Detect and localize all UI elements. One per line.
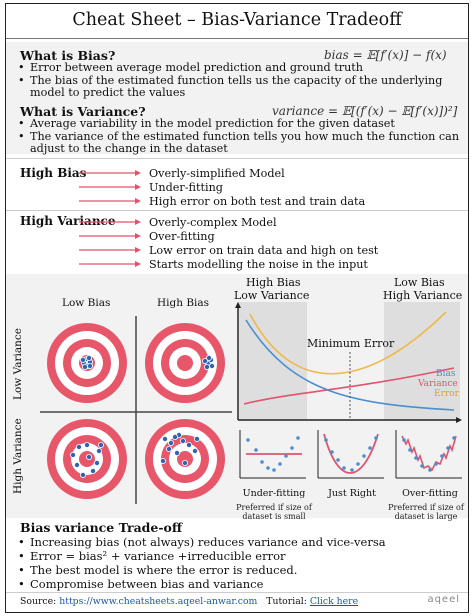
target-shot [87,363,92,368]
chart-left-top-label: High Bias [246,276,301,289]
arrow-icon [79,246,141,254]
target-board [47,323,127,403]
arrow-icon [79,218,141,226]
arrow-icon [79,232,141,240]
source-line: Source: https://www.cheatsheets.aqeel-anwar.com Tutorial: Click here [20,596,359,607]
target-board [47,419,127,499]
brand-logo: aqeel [427,594,460,605]
source-link[interactable]: https://www.cheatsheets.aqeel-anwar.com [59,596,258,607]
high-bias-label: High Bias [20,166,87,180]
underfit-panel [240,430,306,478]
target-shot [70,452,75,457]
high-bias-item: Under-fitting [79,180,223,194]
target-shot [172,434,177,439]
variance-formula: variance = 𝔼[(f′(x) − 𝔼[f′(x)])²] [272,104,458,118]
list-item: • The variance of the estimated function tells you how much the function can adjust to the change in the dataset [16,131,462,156]
bias-bullets [16,62,462,100]
list-item: • Compromise between bias and variance [16,577,462,591]
page-title: Cheat Sheet – Bias-Variance Tradeoff [72,10,402,30]
target-shot [76,444,81,449]
list-item: • Error = bias² + variance +irreducible error [16,549,462,563]
fit-examples [236,426,464,486]
target-shot [80,472,85,477]
target-board [145,323,225,403]
high-variance-item: Starts modelling the noise in the input [79,257,368,271]
high-variance-item: Over-fitting [79,229,215,243]
variance-bullets [16,118,462,156]
justright-panel [318,430,384,478]
chart-left-bottom-label: Low Variance [234,289,310,302]
bias-heading: What is Bias? [20,48,116,63]
targets-figure [40,316,232,504]
summary-heading: Bias variance Trade-off [20,520,183,535]
target-shot [162,436,167,441]
legend-error: Error [434,389,459,399]
target-shot [202,358,207,363]
target-shot [194,436,199,441]
justright-label: Just Right [328,488,376,499]
cheat-sheet [5,3,469,613]
target-shot [86,454,91,459]
target-shot [209,363,214,368]
summary-bullets [16,535,462,591]
target-shot [98,442,103,447]
high-variance-row-label: High Variance [12,418,24,494]
target-board [145,419,225,499]
high-bias-item: High error on both test and train data [79,194,365,208]
target-shot [82,364,87,369]
target-shot [74,462,79,467]
target-shot [84,442,89,447]
chart-right-bottom-label: High Variance [383,289,463,302]
title-rule [6,38,468,39]
legend-bias: Bias [436,369,456,379]
target-shot [160,458,165,463]
overfit-label: Over-fitting [402,488,458,499]
target-shot [186,442,191,447]
target-shot [86,355,91,360]
large-dataset-note: Preferred if size of dataset is large [388,503,464,521]
variance-heading: What is Variance? [20,104,146,119]
bias-formula: bias = 𝔼[f′(x)] − f(x) [324,48,447,62]
high-bias-item: Overly-simplified Model [79,166,285,180]
list-item: • Average variability in the model prediction for the given dataset [16,118,462,131]
target-shot [204,364,209,369]
target-shot [174,450,179,455]
small-dataset-note: Preferred if size of dataset is small [236,503,312,521]
overfit-panel [396,430,462,478]
arrow-icon [79,260,141,268]
tradeoff-chart [232,302,464,424]
low-bias-col-label: Low Bias [62,297,111,309]
chart-right-top-label: Low Bias [394,276,445,289]
min-error-label: Minimum Error [307,337,395,350]
target-shot [96,448,101,453]
target-shot [180,438,185,443]
divider [6,210,468,211]
divider [6,592,468,593]
divider [6,158,468,159]
high-variance-item: Overly-complex Model [79,215,277,229]
underfit-label: Under-fitting [242,488,306,499]
shade-right [384,302,460,420]
arrow-icon [79,183,141,191]
target-shot [166,446,171,451]
list-item: • Increasing bias (not always) reduces variance and vice-versa [16,535,462,549]
target-shot [94,460,99,465]
list-item: • The best model is where the error is reduced. [16,563,462,577]
legend-variance: Variance [418,379,458,389]
shade-left [237,302,307,420]
low-variance-row-label: Low Variance [12,328,24,400]
arrow-icon [79,169,141,177]
target-ring [177,355,193,371]
tutorial-link[interactable]: Click here [309,596,359,607]
target-shot [80,357,85,362]
target-shot [168,440,173,445]
high-bias-col-label: High Bias [157,297,210,309]
target-shot [182,460,187,465]
target-shot [192,448,197,453]
target-shot [90,468,95,473]
list-item: • The bias of the estimated function tells us the capacity of the underlying model to predict the values [16,75,462,100]
high-variance-label: High Variance [20,214,116,228]
arrow-icon [79,197,141,205]
list-item: • Error between average model prediction and ground truth [16,62,462,75]
high-variance-item: Low error on train data and high on test [79,243,378,257]
